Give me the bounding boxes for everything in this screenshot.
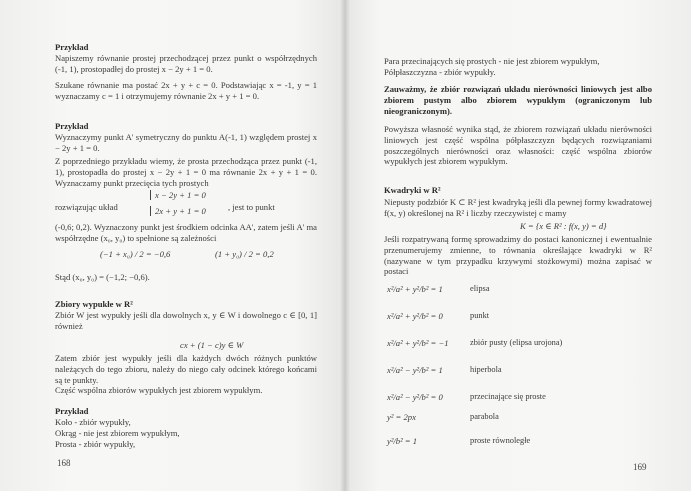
left-page: [0, 0, 345, 491]
example-text: Napiszemy równanie prostej przechodzącej przez punkt o współrzędnych (-1, 1), prostopadłej do prostej x − 2y + 1 = 0.: [55, 53, 317, 74]
section-heading: Zbiory wypukłe w R²: [55, 299, 133, 309]
definition-text: Zatem zbiór jest wypukły jeśli dla każdych dwóch różnych punktów należących do tego zbioru, należy do niego cały odcinek którego końcami są te punkty.: [55, 353, 317, 385]
system-equation-1: x − 2y + 1 = 0: [150, 190, 206, 200]
list-item: Koło - zbiór wypukły,: [55, 417, 131, 427]
definition-text: Część wspólna zbiorów wypukłych jest zbiorem wypukłym.: [55, 385, 263, 395]
quadric-formula: K = {x ∈ R² : f(x, y) = d}: [520, 221, 607, 231]
page-number: 169: [633, 462, 647, 472]
relation-x: (−1 + x₀) / 2 = −0,6: [100, 249, 171, 259]
conic-name: proste równoległe: [470, 436, 531, 445]
conic-equation: x²/a² + y²/b² = −1: [387, 338, 449, 348]
conic-equation: y²/b² = 1: [387, 436, 418, 446]
example-text: Szukane równanie ma postać 2x + y + c = 0. Podstawiając x = -1, y = 1 wyznaczamy c = 1 i otrzymujemy równanie 2x + y + 1 = 0.: [55, 80, 317, 101]
conic-name: hiperbola: [470, 365, 502, 374]
example-heading: Przykład: [55, 42, 89, 52]
system-result-label: , jest to punkt: [228, 202, 275, 212]
page-number: 168: [57, 458, 71, 468]
conic-name: elipsa: [470, 284, 490, 293]
conic-name: zbiór pusty (elipsa urojona): [470, 338, 563, 347]
intro-text: Para przecinających się prostych - nie jest zbiorem wypukłym, Półpłaszczyzna - zbiór wypukły.: [384, 56, 600, 77]
relation-y: (1 + y₀) / 2 = 0,2: [215, 249, 274, 259]
section-heading: Kwadryki w R²: [384, 185, 441, 195]
conic-equation: x²/a² − y²/b² = 0: [387, 392, 443, 402]
definition-text: Zbiór W jest wypukły jeśli dla dowolnych x, y ∈ W i dowolnego c ∈ [0, 1] również: [55, 310, 317, 331]
list-item: Okrąg - nie jest zbiorem wypukłym,: [55, 428, 180, 438]
note-text: Zauważmy, że zbiór rozwiązań układu nierówności liniowych jest albo zbiorem pustym albo zbiorem wypukłym (ograniczonym lub nieograniczonym).: [384, 84, 652, 116]
definition-text: Jeśli rozpatrywaną formę sprowadzimy do postaci kanonicznej i ewentualnie przenumerujemy zmienne, to równania określające kwadryki w R² (nazywane w tym przypadku krzywymi stożkowymi) można zapisać w postaci: [384, 234, 652, 277]
example-heading: Przykład: [55, 406, 89, 416]
system-label: rozwiązując układ: [55, 202, 118, 212]
example-text: Z poprzedniego przykładu wiemy, że prosta przechodząca przez punkt (-1, 1), prostopadła do prostej x − 2y + 1 = 0 ma równanie 2x + y + 1 = 0. Wyznaczamy punkt przecięcia tych prostych: [55, 156, 317, 188]
conic-name: punkt: [470, 311, 490, 320]
example-text: Wyznaczymy punkt A' symetryczny do punktu A(-1, 1) względem prostej x − 2y + 1 = 0.: [55, 132, 317, 153]
example-heading: Przykład: [55, 121, 89, 131]
definition-text: Niepusty podzbiór K ⊂ R² jest kwadryką jeśli dla pewnej formy kwadratowej f(x, y) określonej na R² i liczby rzeczywistej c mamy: [384, 197, 652, 218]
conic-equation: x²/a² + y²/b² = 0: [387, 311, 443, 321]
list-item: Prosta - zbiór wypukły,: [55, 439, 136, 449]
right-page: [345, 0, 691, 491]
conic-equation: x²/a² − y²/b² = 1: [387, 365, 443, 375]
conic-name: przecinające się proste: [470, 392, 546, 401]
conic-name: parabola: [470, 412, 499, 421]
convex-formula: cx + (1 − c)y ∈ W: [180, 340, 244, 350]
conic-equation: x²/a² + y²/b² = 1: [387, 284, 443, 294]
system-equation-2: 2x + y + 1 = 0: [150, 206, 206, 216]
example-text: (-0,6; 0,2). Wyznaczony punkt jest środkiem odcinka AA', zatem jeśli A' ma współrzędne (x₀, y₀) to spełnione są zależności: [55, 222, 317, 243]
result-line: Stąd (x₀, y₀) = (−1,2; −0,6).: [55, 272, 150, 282]
conic-equation: y² = 2px: [387, 412, 416, 422]
book-gutter: [340, 0, 350, 491]
paragraph-text: Powyższa własność wynika stąd, że zbiorem rozwiązań układu nierówności liniowych jest część wspólna półpłaszczyzn będących rozwiązaniami poszczególnych nierówności oraz własności: część wspólna zbiorów wypukłych jest zbiorem wypukłym.: [384, 124, 652, 167]
